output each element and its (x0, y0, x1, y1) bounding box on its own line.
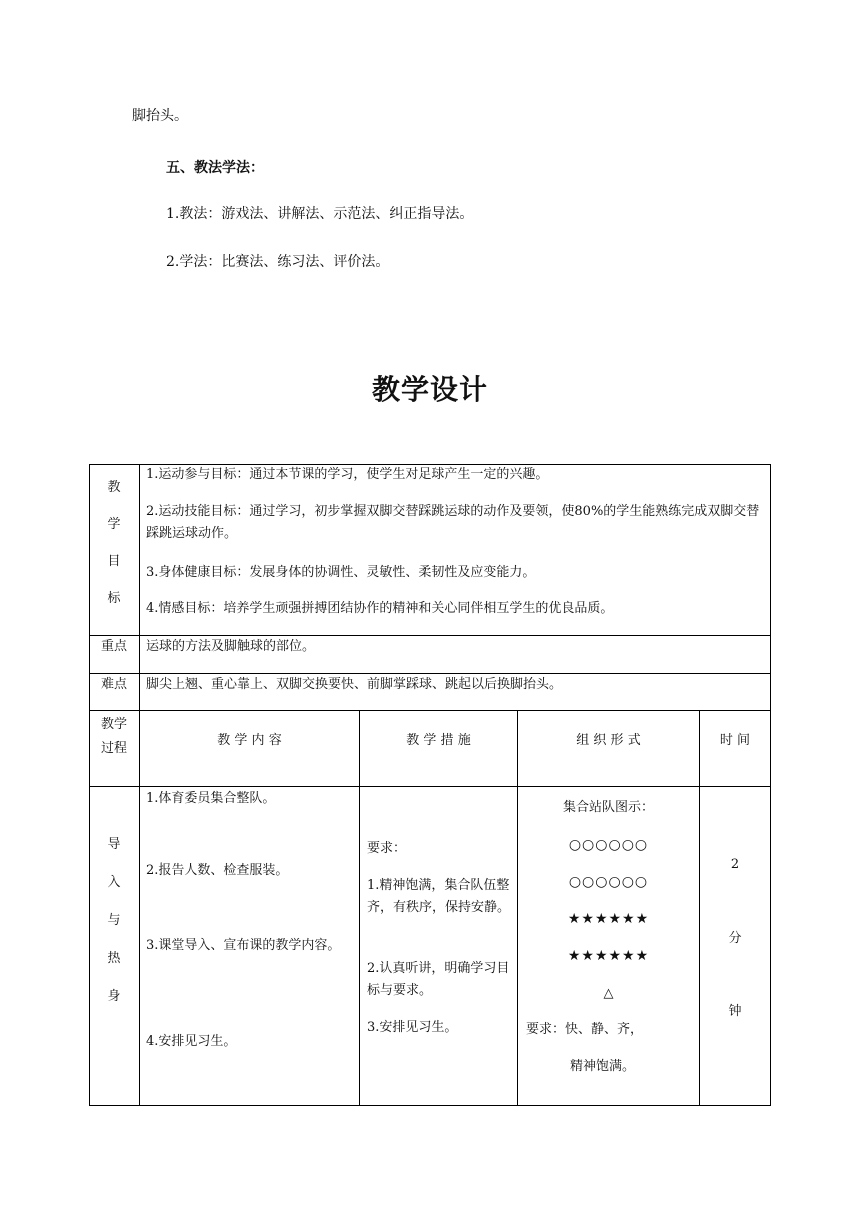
objective-item: 1.运动参与目标：通过本节课的学习，使学生对足球产生一定的兴趣。 (146, 467, 549, 482)
measures-item: 1.精神饱满，集合队伍整齐，有秩序，保持安静。 (367, 878, 511, 915)
teacher-marker: △ (603, 986, 614, 1001)
stage-char: 入 (107, 875, 121, 890)
stage-char: 与 (107, 913, 121, 928)
formation-title: 集合站队图示： (562, 800, 654, 815)
warmup-content-item: 4.安排见习生。 (146, 1034, 237, 1049)
objective-item: 2.运动技能目标：通过学习，初步掌握双脚交替踩跳运球的动作及要领，使80%的学生能熟练完成双脚交替踩跳运球动作。 (146, 504, 760, 541)
process-header-line: 过程 (100, 741, 127, 756)
time-unit: 钟 (728, 1004, 742, 1019)
warmup-content-item: 1.体育委员集合整队。 (146, 791, 276, 806)
stage-char: 热 (107, 951, 121, 966)
time-column-header: 时 间 (719, 733, 751, 748)
organization-column-header: 组 织 形 式 (576, 733, 641, 748)
objective-item: 3.身体健康目标：发展身体的协调性、灵敏性、柔韧性及应变能力。 (146, 565, 536, 580)
objective-item: 4.情感目标：培养学生顽强拼搏团结协作的精神和关心同伴相互学生的优良品质。 (146, 601, 614, 616)
measures-item: 3.安排见习生。 (367, 1020, 458, 1035)
measures-column-header: 教 学 措 施 (406, 733, 471, 748)
difficulty-label: 难点 (100, 677, 127, 692)
objectives-header (89, 476, 139, 624)
time-unit: 分 (728, 931, 742, 946)
measures-heading: 要求： (367, 841, 407, 856)
teaching-method-line: 1.教法：游戏法、讲解法、示范法、纠正指导法。 (166, 206, 474, 222)
formation-row-students: ○○○○○○ (568, 874, 649, 890)
document-title: 教学设计 (371, 373, 488, 406)
measures-item: 2.认真听讲，明确学习目标与要求。 (367, 961, 510, 998)
formation-requirement: 要求：快、静、齐， (526, 1022, 644, 1037)
formation-row-students: ★★★★★★ (567, 911, 650, 927)
objectives-header-char: 目 (107, 554, 121, 569)
learning-method-line: 2.学法：比赛法、练习法、评价法。 (166, 254, 390, 270)
formation-row-students: ★★★★★★ (567, 948, 650, 964)
time-value: 2 (730, 857, 740, 872)
warmup-content-item: 3.课堂导入、宣布课的教学内容。 (146, 938, 341, 953)
key-point-text: 运球的方法及脚触球的部位。 (146, 639, 316, 654)
formation-row-students: ○○○○○○ (568, 837, 649, 853)
warmup-stage-label (89, 833, 139, 1023)
objectives-header-char: 教 (107, 480, 121, 495)
process-header-line: 教学 (100, 717, 127, 732)
content-column-header: 教 学 内 容 (217, 733, 282, 748)
key-point-label: 重点 (100, 639, 127, 654)
difficulty-text: 脚尖上翘、重心靠上、双脚交换要快、前脚掌踩球、跳起以后换脚抬头。 (146, 677, 563, 692)
objectives-header-char: 学 (107, 517, 121, 532)
objectives-header-char: 标 (107, 591, 121, 606)
section-heading: 五、教法学法： (166, 160, 264, 176)
stage-char: 导 (107, 837, 121, 852)
stage-char: 身 (107, 989, 121, 1004)
process-header-label (89, 713, 139, 761)
formation-requirement-cont: 精神饱满。 (570, 1059, 636, 1074)
continuation-text: 脚抬头。 (132, 108, 188, 124)
warmup-content-item: 2.报告人数、检查服装。 (146, 863, 289, 878)
